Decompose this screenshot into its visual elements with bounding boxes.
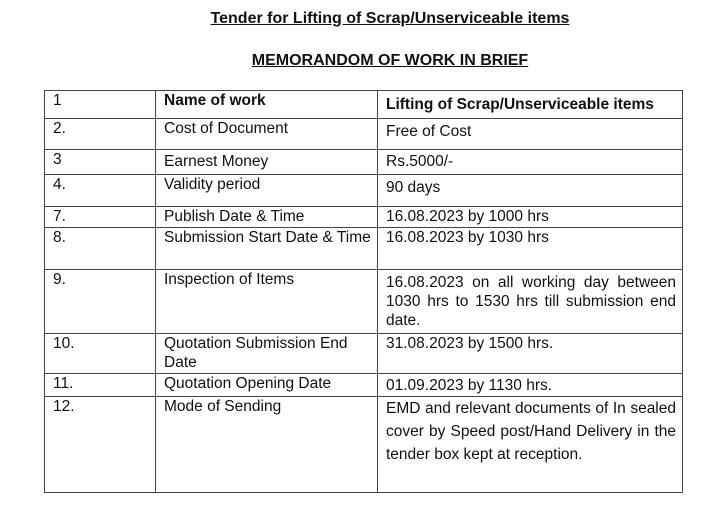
row-value: EMD and relevant documents of In sealed cover by Speed post/Hand Delivery in the tender box kept at reception. (378, 397, 683, 493)
memorandum-table (44, 90, 683, 493)
document-title: Tender for Lifting of Scrap/Unserviceable items (210, 10, 570, 27)
table-row (45, 175, 683, 207)
document-subtitle: MEMORANDOM OF WORK IN BRIEF (251, 52, 529, 69)
row-label: Cost of Document (156, 119, 378, 150)
table-row (45, 228, 683, 270)
row-number: 2. (45, 119, 156, 150)
row-label: Name of work (156, 91, 378, 119)
row-number: 11. (45, 374, 156, 397)
row-value: Rs.5000/- (378, 150, 683, 175)
row-label: Quotation Opening Date (156, 374, 378, 397)
row-number: 4. (45, 175, 156, 207)
row-label: Validity period (156, 175, 378, 207)
table-row (45, 150, 683, 175)
row-value: 16.08.2023 on all working day between 1030 hrs to 1530 hrs till submission end date. (378, 270, 683, 334)
row-number: 10. (45, 334, 156, 374)
row-value: Lifting of Scrap/Unserviceable items (378, 91, 683, 119)
row-label: Earnest Money (156, 150, 378, 175)
table-row (45, 207, 683, 228)
row-number: 1 (45, 91, 156, 119)
row-value: 16.08.2023 by 1030 hrs (378, 228, 683, 270)
row-label: Quotation Submission End Date (156, 334, 378, 374)
table-row (45, 397, 683, 493)
row-number: 12. (45, 397, 156, 493)
table-row (45, 270, 683, 334)
row-number: 9. (45, 270, 156, 334)
row-value: 01.09.2023 by 1130 hrs. (378, 374, 683, 397)
row-value: 90 days (378, 175, 683, 207)
row-number: 8. (45, 228, 156, 270)
row-number: 3 (45, 150, 156, 175)
table-row (45, 334, 683, 374)
row-label: Publish Date & Time (156, 207, 378, 228)
row-value: 16.08.2023 by 1000 hrs (378, 207, 683, 228)
row-value: 31.08.2023 by 1500 hrs. (378, 334, 683, 374)
table-row (45, 91, 683, 119)
table-row (45, 119, 683, 150)
row-number: 7. (45, 207, 156, 228)
table-row (45, 374, 683, 397)
row-label: Mode of Sending (156, 397, 378, 493)
row-label: Submission Start Date & Time (156, 228, 378, 270)
row-value: Free of Cost (378, 119, 683, 150)
row-label: Inspection of Items (156, 270, 378, 334)
